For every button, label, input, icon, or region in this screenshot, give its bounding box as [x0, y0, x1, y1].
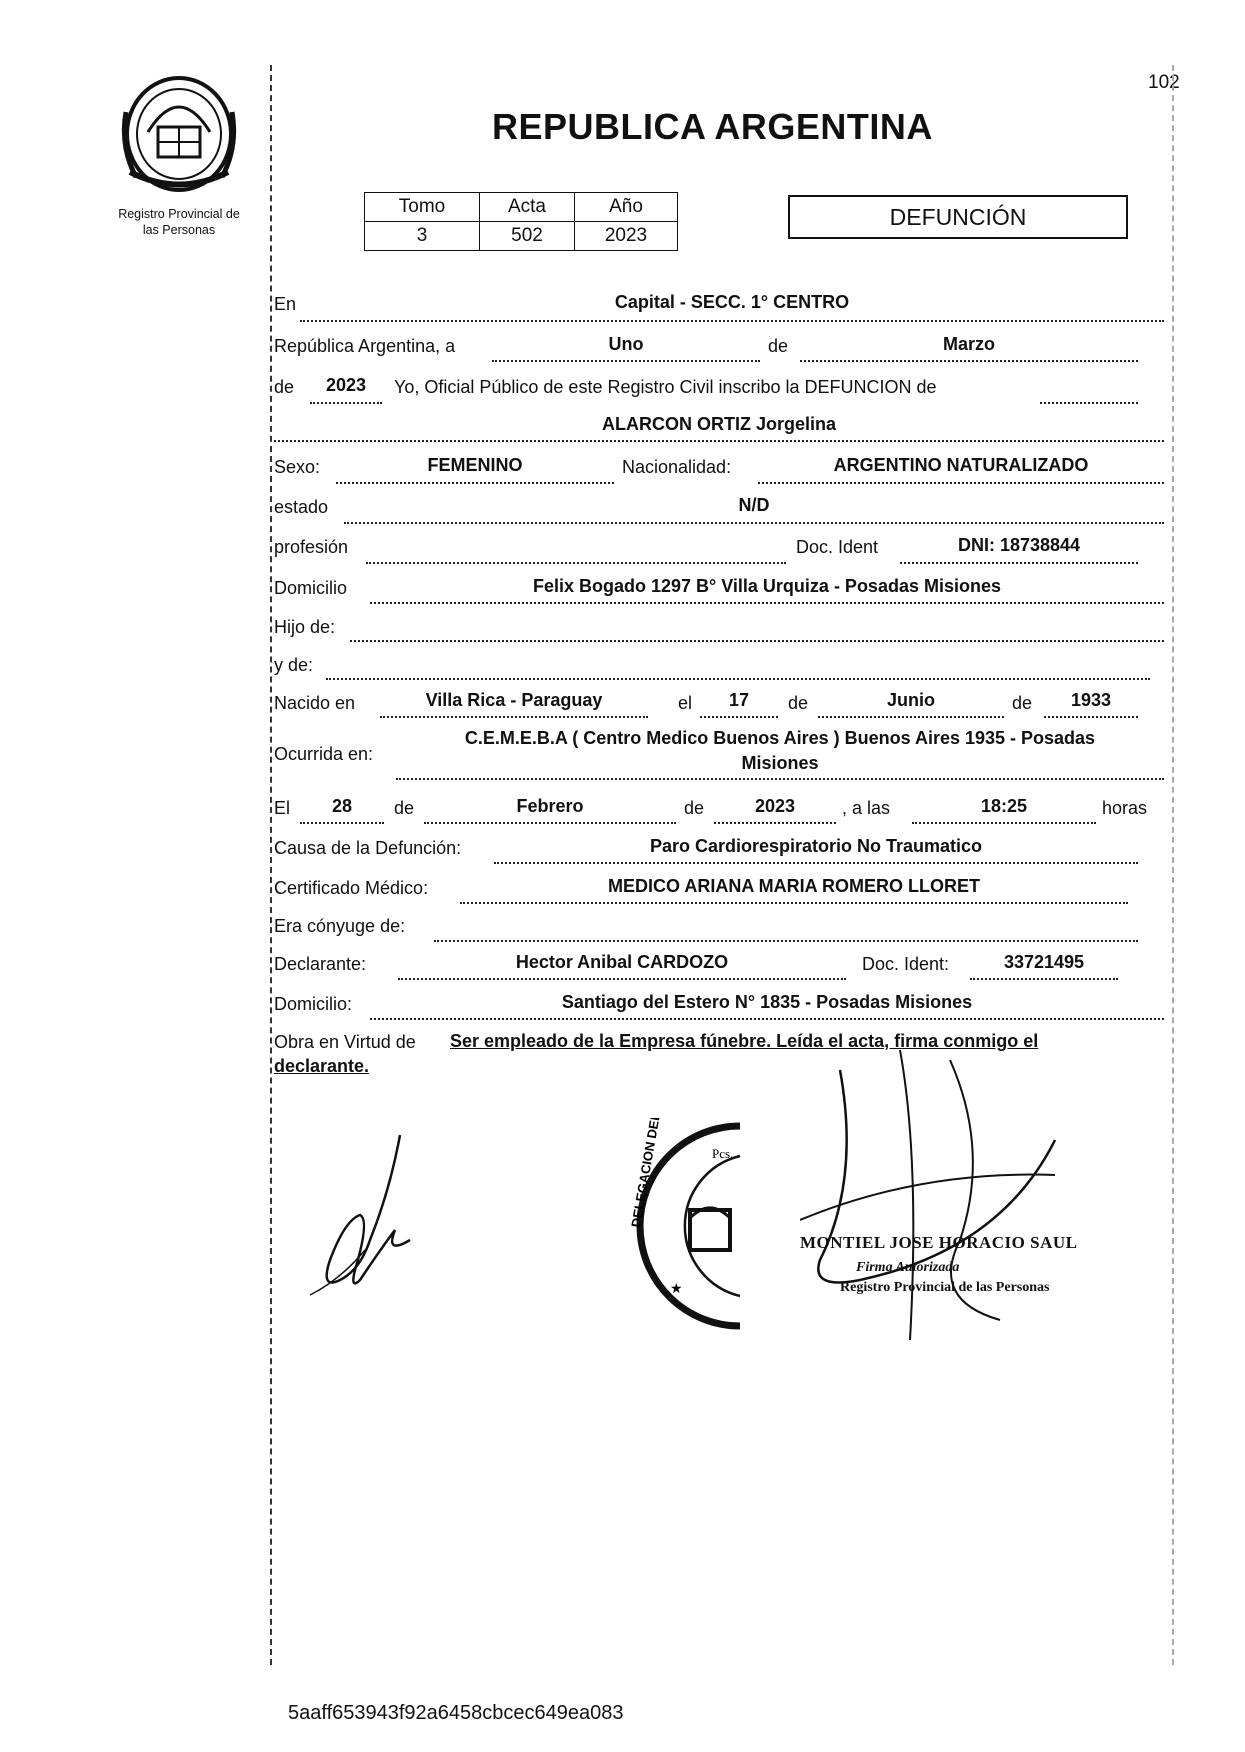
causa-value: Paro Cardiorespiratorio No Traumatico — [649, 836, 983, 856]
nacionalidad-label: Nacionalidad: — [622, 457, 732, 477]
horas-label: horas — [1102, 798, 1148, 818]
value-anio: 2023 — [575, 222, 678, 251]
record-type-box: DEFUNCIÓN — [788, 195, 1128, 239]
page-number: 102 — [1148, 72, 1180, 93]
nacido-line — [380, 716, 648, 718]
hijo-line — [350, 640, 1164, 642]
right-margin-line — [1172, 65, 1174, 1665]
yo-text: Yo, Oficial Público de este Registro Civil inscribo la DEFUNCION de — [394, 377, 937, 397]
document-hash: 5aaff653943f92a6458cbcec649ea083 — [288, 1702, 624, 1724]
registry-table — [364, 192, 678, 251]
document-title: REPUBLICA ARGENTINA — [492, 106, 933, 147]
domicilio-line — [370, 602, 1164, 604]
el-label-2: El — [274, 798, 291, 818]
conyuge-label: Era cónyuge de: — [274, 916, 406, 936]
provincial-seal — [118, 72, 240, 200]
estado-value: N/D — [738, 495, 770, 515]
domicilio2-value: Santiago del Estero N° 1835 - Posadas Misiones — [561, 992, 973, 1012]
yde-line — [326, 678, 1150, 680]
svg-text:Pcs.: Pcs. — [712, 1146, 734, 1161]
def-mes-line — [424, 822, 676, 824]
anio-value: 2023 — [325, 375, 367, 395]
header-tomo: Tomo — [365, 193, 480, 222]
svg-text:DELEGACION DEL REGISTRO: DELEGACION DEL REGISTRO — [628, 1118, 676, 1229]
domicilio2-label: Domicilio: — [274, 994, 353, 1014]
def-hora-line — [912, 822, 1096, 824]
official-signature — [800, 1040, 1060, 1360]
declarante-label: Declarante: — [274, 954, 367, 974]
doc-line — [900, 562, 1138, 564]
dia-value: Uno — [608, 334, 644, 354]
nac-anio-value: 1933 — [1070, 690, 1112, 710]
seal-caption — [96, 206, 262, 238]
official-signature-icon — [800, 1040, 1060, 1360]
seal-caption-line1: Registro Provincial de — [118, 207, 240, 221]
profesion-label: profesión — [274, 537, 349, 557]
profesion-line — [366, 562, 786, 564]
en-line — [300, 320, 1164, 322]
anio-line — [310, 402, 382, 404]
obra-value: Ser empleado de la Empresa fúnebre. Leída el acta, firma conmigo el — [450, 1031, 1039, 1051]
nac-mes-line — [818, 716, 1004, 718]
registry-stamp-icon — [620, 1118, 748, 1333]
estado-line — [344, 522, 1164, 524]
official-registry: Registro Provincial de las Personas — [840, 1280, 1050, 1295]
ocurrida-line — [396, 778, 1164, 780]
obra-value-2: declarante. — [274, 1056, 370, 1076]
conyuge-line — [434, 940, 1138, 942]
value-acta: 502 — [480, 222, 575, 251]
def-dia-value: 28 — [331, 796, 353, 816]
def-dia-line — [300, 822, 384, 824]
nombre-line — [274, 440, 1164, 442]
doc-label: Doc. Ident — [796, 537, 879, 557]
header-acta: Acta — [480, 193, 575, 222]
seal-emblem-icon — [118, 72, 240, 200]
seal-caption-line2: las Personas — [142, 223, 216, 237]
republica-label: República Argentina, a — [274, 336, 456, 356]
ocurrida-value-line1: C.E.M.E.B.A ( Centro Medico Buenos Aires ) Buenos Aires 1935 - Posadas — [464, 728, 1096, 748]
yde-label: y de: — [274, 655, 314, 675]
doc-value: DNI: 18738844 — [957, 535, 1081, 555]
alas-label: , a las — [842, 798, 891, 818]
left-margin-line — [270, 65, 272, 1665]
certificado-value: MEDICO ARIANA MARIA ROMERO LLORET — [608, 876, 980, 896]
doc2-line — [970, 978, 1118, 980]
nombre-value: ALARCON ORTIZ Jorgelina — [601, 414, 836, 434]
dia-line — [492, 360, 760, 362]
official-role: Firma Autorizada — [856, 1260, 960, 1275]
sexo-value: FEMENINO — [427, 455, 523, 475]
ocurrida-value-line2: Misiones — [741, 753, 819, 773]
domicilio2-line — [370, 1018, 1164, 1020]
yo-trailing-line — [1040, 402, 1138, 404]
registry-stamp — [620, 1118, 748, 1333]
nacido-label: Nacido en — [274, 693, 356, 713]
svg-text:★: ★ — [670, 1280, 683, 1296]
certificado-line — [460, 902, 1128, 904]
de-label-4: de — [1012, 693, 1033, 713]
def-mes-value: Febrero — [516, 796, 584, 816]
domicilio-label: Domicilio — [274, 578, 348, 598]
declarante-line — [398, 978, 846, 980]
ocurrida-label: Ocurrida en: — [274, 744, 374, 764]
causa-label: Causa de la Defunción: — [274, 838, 462, 858]
de-label-2: de — [274, 377, 295, 397]
def-anio-line — [714, 822, 836, 824]
mes-value: Marzo — [942, 334, 995, 354]
hijo-label: Hijo de: — [274, 617, 336, 637]
nacido-value: Villa Rica - Paraguay — [425, 690, 603, 710]
nac-dia-value: 17 — [728, 690, 750, 710]
def-hora-value: 18:25 — [980, 796, 1028, 816]
estado-label: estado — [274, 497, 329, 517]
signature-scribble-icon — [300, 1130, 420, 1300]
value-tomo: 3 — [365, 222, 480, 251]
official-name: MONTIEL JOSE HORACIO SAUL — [800, 1233, 1078, 1252]
mes-line — [800, 360, 1138, 362]
en-label: En — [274, 294, 297, 314]
sexo-line — [336, 482, 614, 484]
de-label-6: de — [684, 798, 705, 818]
de-label: de — [768, 336, 789, 356]
certificado-label: Certificado Médico: — [274, 878, 429, 898]
causa-line — [494, 862, 1138, 864]
de-label-3: de — [788, 693, 809, 713]
obra-label: Obra en Virtud de — [274, 1032, 416, 1052]
declarante-value: Hector Anibal CARDOZO — [515, 952, 729, 972]
el-label: el — [678, 693, 693, 713]
def-anio-value: 2023 — [754, 796, 796, 816]
domicilio-value: Felix Bogado 1297 B° Villa Urquiza - Posadas Misiones — [532, 576, 1001, 596]
nacionalidad-value: ARGENTINO NATURALIZADO — [833, 455, 1089, 475]
nac-dia-line — [700, 716, 778, 718]
doc2-value: 33721495 — [1003, 952, 1085, 972]
de-label-5: de — [394, 798, 415, 818]
header-anio: Año — [575, 193, 678, 222]
nacionalidad-line — [758, 482, 1164, 484]
en-value: Capital - SECC. 1° CENTRO — [614, 292, 850, 312]
nac-anio-line — [1044, 716, 1138, 718]
sexo-label: Sexo: — [274, 457, 321, 477]
doc2-label: Doc. Ident: — [862, 954, 950, 974]
declarant-signature — [300, 1130, 420, 1300]
nac-mes-value: Junio — [887, 690, 935, 710]
